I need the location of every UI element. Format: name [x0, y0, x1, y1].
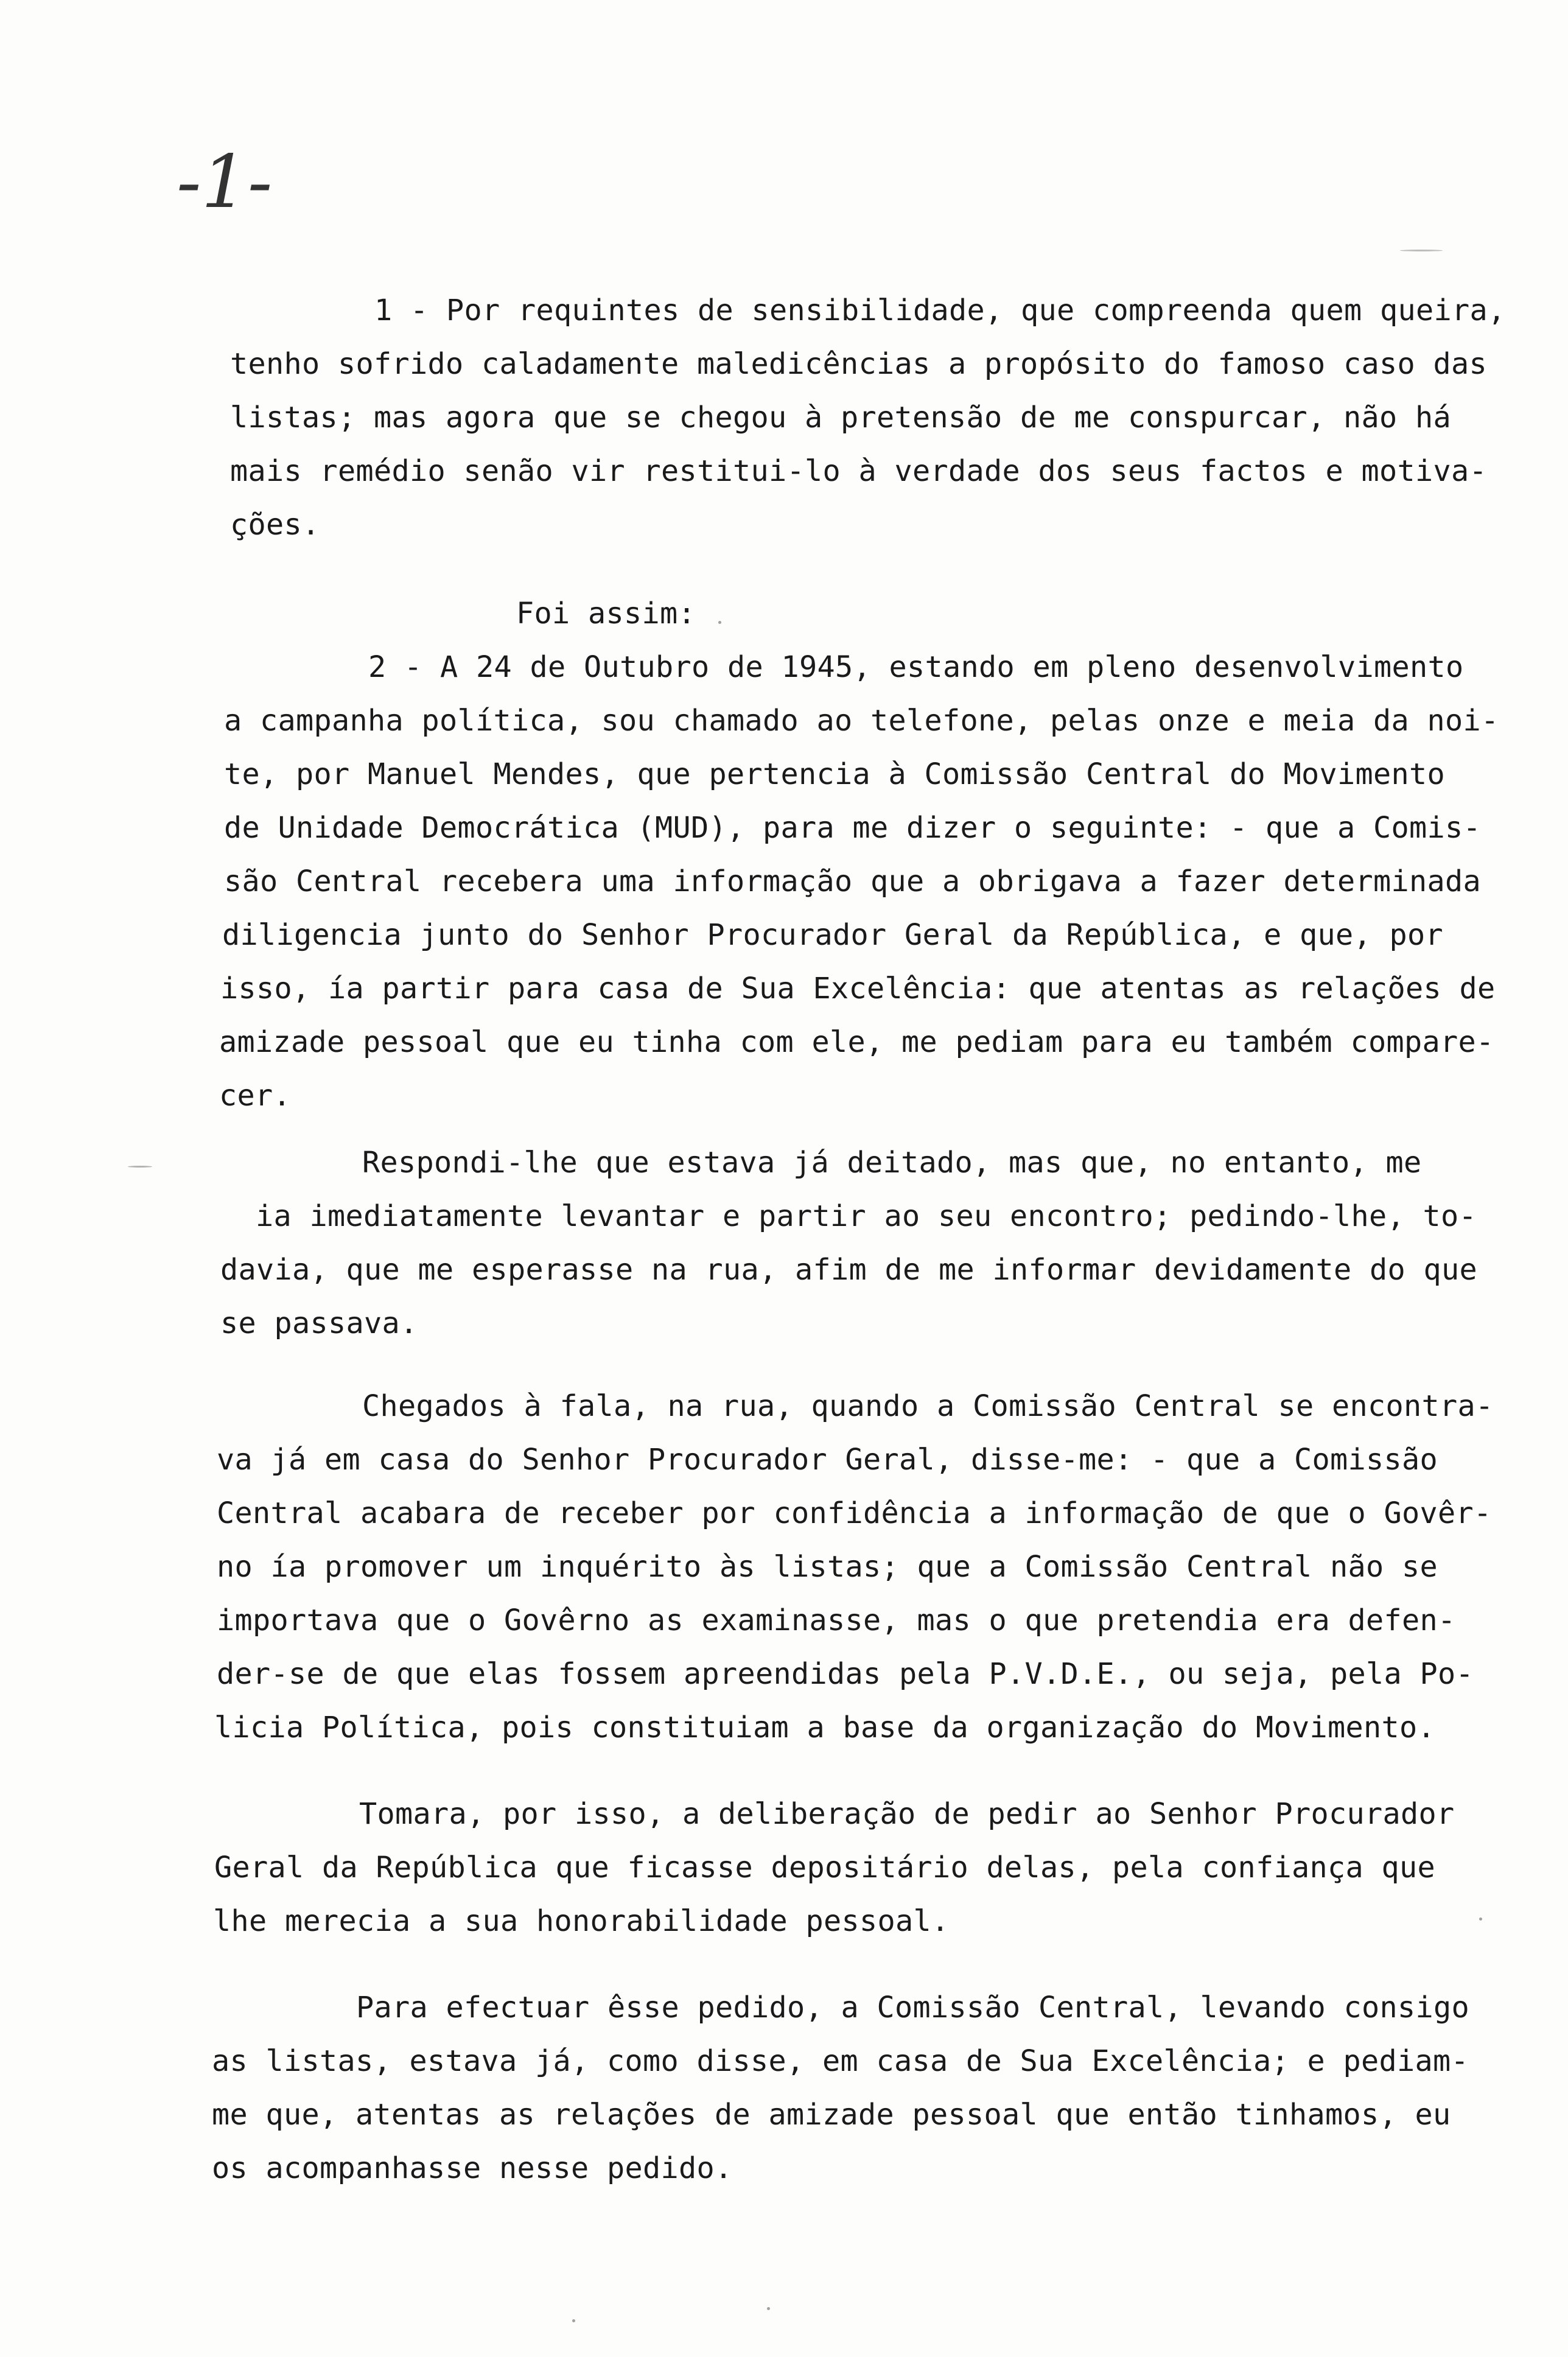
text-line: Tomara, por isso, a deliberação de pedir ao Senhor Procurador — [359, 1797, 1455, 1831]
text-line: davia, que me esperasse na rua, afim de me informar devidamente do que — [220, 1253, 1477, 1287]
text-line: mais remédio senão vir restitui-lo à verdade dos seus factos e motiva- — [230, 454, 1487, 488]
text-line: der-se de que elas fossem apreendidas pela P.V.D.E., ou seja, pela Po- — [217, 1657, 1474, 1691]
text-line: Geral da República que ficasse depositário delas, pela confiança que — [214, 1851, 1435, 1885]
text-line: ções. — [230, 508, 320, 542]
text-line: a campanha política, sou chamado ao telefone, pelas onze e meia da noi- — [224, 704, 1499, 738]
page-number: -1- — [177, 140, 273, 225]
text-line: importava que o Govêrno as examinasse, mas o que pretendia era defen- — [217, 1603, 1456, 1637]
text-line: diligencia junto do Senhor Procurador Geral da República, e que, por — [222, 918, 1443, 952]
text-line: no ía promover um inquérito às listas; que a Comissão Central não se — [217, 1550, 1438, 1584]
text-line: cer. — [219, 1079, 291, 1113]
text-line: isso, ía partir para casa de Sua Excelência: que atentas as relações de — [220, 972, 1496, 1006]
scan-mark — [128, 1166, 152, 1168]
text-line: te, por Manuel Mendes, que pertencia à Comissão Central do Movimento — [224, 757, 1445, 791]
scan-mark — [1479, 1917, 1482, 1921]
text-line: 1 - Por requintes de sensibilidade, que compreenda quem queira, — [374, 293, 1506, 327]
text-line: são Central recebera uma informação que a obrigava a fazer determinada — [224, 864, 1481, 898]
text-line: os acompanhasse nesse pedido. — [212, 2151, 733, 2185]
text-line: me que, atentas as relações de amizade pessoal que então tinhamos, eu — [212, 2098, 1451, 2132]
scan-mark — [767, 2307, 770, 2310]
text-line: Chegados à fala, na rua, quando a Comissão Central se encontra- — [362, 1389, 1494, 1423]
text-line: ia imediatamente levantar e partir ao seu encontro; pedindo-lhe, to- — [256, 1199, 1477, 1233]
text-line: amizade pessoal que eu tinha com ele, me pediam para eu também compare- — [219, 1025, 1494, 1059]
text-line: 2 - A 24 de Outubro de 1945, estando em pleno desenvolvimento — [368, 650, 1464, 684]
text-line: tenho sofrido caladamente maledicências a propósito do famoso caso das — [230, 347, 1487, 381]
text-line: se passava. — [220, 1306, 418, 1340]
text-line: de Unidade Democrática (MUD), para me dizer o seguinte: - que a Comis- — [224, 811, 1481, 845]
text-line: licia Política, pois constituiam a base da organização do Movimento. — [214, 1711, 1435, 1745]
text-line: Para efectuar êsse pedido, a Comissão Central, levando consigo — [356, 1991, 1469, 2025]
text-line: listas; mas agora que se chegou à pretensão de me conspurcar, não há — [230, 401, 1451, 435]
scan-mark — [572, 2319, 575, 2322]
scan-mark — [1400, 250, 1443, 251]
text-line: as listas, estava já, como disse, em casa de Sua Excelência; e pediam- — [212, 2044, 1469, 2078]
text-line: lhe merecia a sua honorabilidade pessoal. — [213, 1904, 950, 1938]
scan-mark — [718, 621, 721, 624]
text-line: Respondi-lhe que estava já deitado, mas que, no entanto, me — [362, 1146, 1422, 1180]
text-line: Foi assim: — [516, 597, 696, 631]
text-line: va já em casa do Senhor Procurador Geral, disse-me: - que a Comissão — [217, 1443, 1438, 1477]
text-line: Central acabara de receber por confidência a informação de que o Govêr- — [217, 1496, 1492, 1530]
